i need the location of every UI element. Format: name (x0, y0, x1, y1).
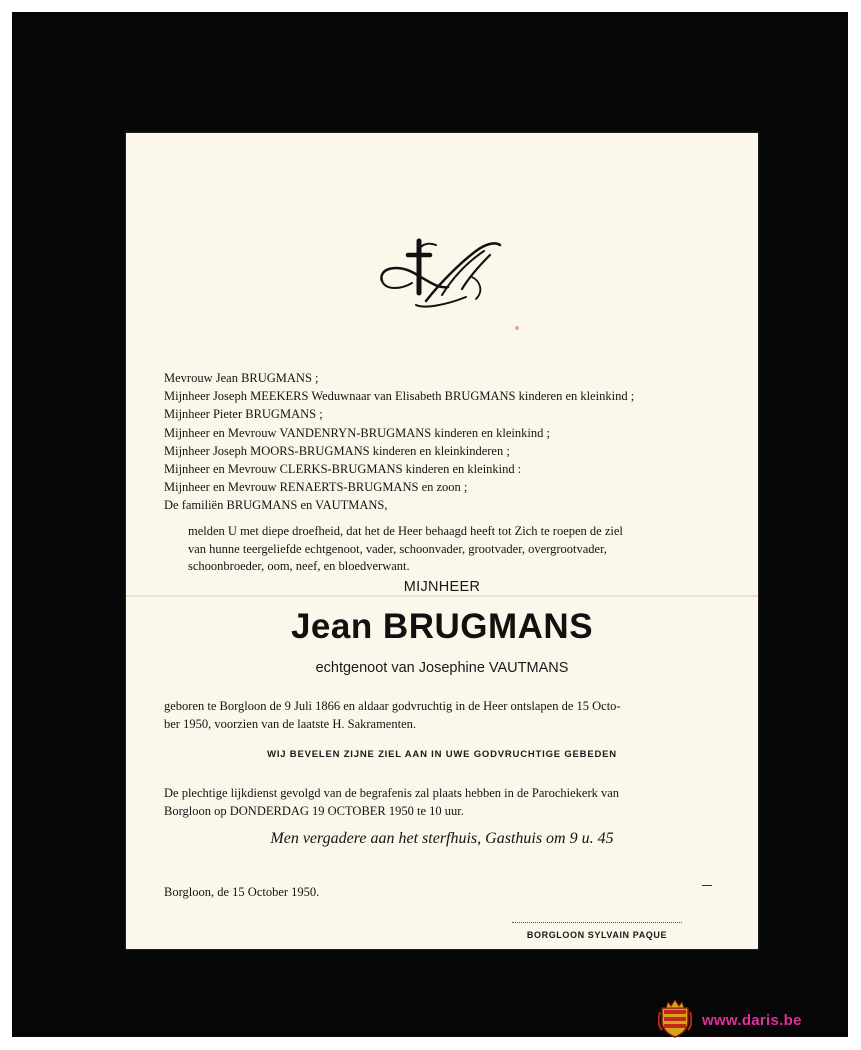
announcement-line: melden U met diepe droefheid, dat het de Heer behaagd heeft tot Zich te roepen de ziel (188, 524, 623, 538)
meeting-line: Men vergadere aan het sterfhuis, Gasthuis om 9 u. 45 (270, 830, 614, 847)
death-notice-card (126, 133, 758, 949)
mourner-line: Mijnheer Pieter BRUGMANS ; (164, 407, 323, 422)
dateline: Borgloon, de 15 October 1950. (164, 885, 320, 899)
spouse-line: echtgenoot van Josephine VAUTMANS (315, 660, 569, 676)
mourner-line: Mijnheer en Mevrouw CLERKS-BRUGMANS kinderen en kleinkind : (164, 462, 522, 477)
mourner-list (164, 369, 734, 515)
honorific: MIJNHEER (403, 579, 481, 595)
announcement-line: schoonbroeder, oom, neef, en bloedverwant. (188, 559, 410, 573)
funeral-line: De plechtige lijkdienst gevolgd van de begrafenis zal plaats hebben in de Parochiekerk van (164, 786, 620, 800)
birth-death-paragraph (164, 697, 734, 733)
funeral-line: Borgloon op DONDERDAG 19 OCTOBER 1950 te 10 uur. (164, 803, 464, 818)
printer-rule (512, 922, 682, 923)
mourner-line: De familiën BRUGMANS en VAUTMANS, (164, 498, 388, 513)
cross-monogram-icon (376, 233, 506, 313)
prayer-request: WIJ BEVELEN ZIJNE ZIEL AAN IN UWE GODVRUCHTIGE GEBEDEN (267, 749, 617, 760)
announcement-paragraph (188, 523, 728, 576)
mourner-line: Mijnheer en Mevrouw RENAERTS-BRUGMANS en zoon ; (164, 480, 468, 495)
mourner-line: Mijnheer Joseph MOORS-BRUGMANS kinderen en kleinkinderen ; (164, 443, 510, 458)
mourner-line: Mijnheer en Mevrouw VANDENRYN-BRUGMANS kinderen en kleinkind ; (164, 425, 550, 440)
deceased-name: Jean BRUGMANS (290, 607, 594, 646)
printer-credit: BORGLOON SYLVAIN PAQUE (526, 930, 668, 940)
fold-line (126, 595, 758, 597)
announcement-line: van hunne teergeliefde echtgenoot, vader, schoonvader, grootvader, overgrootvader, (188, 541, 607, 556)
watermark (658, 998, 848, 1038)
mourner-line: Mijnheer Joseph MEEKERS Weduwnaar van Elisabeth BRUGMANS kinderen en kleinkind ; (164, 389, 635, 404)
birth-line: geboren te Borgloon de 9 Juli 1866 en aldaar godvruchtig in de Heer ontslapen de 15 Octo- (164, 699, 621, 713)
ink-dot (515, 326, 519, 330)
ink-dash (702, 885, 712, 886)
coat-of-arms-icon (658, 998, 692, 1038)
watermark-url[interactable]: www.daris.be (702, 1012, 802, 1029)
mourner-line: Mevrouw Jean BRUGMANS ; (164, 371, 319, 385)
birth-line: ber 1950, voorzien van de laatste H. Sakramenten. (164, 717, 416, 731)
black-frame (12, 12, 848, 1037)
funeral-paragraph (164, 785, 744, 820)
